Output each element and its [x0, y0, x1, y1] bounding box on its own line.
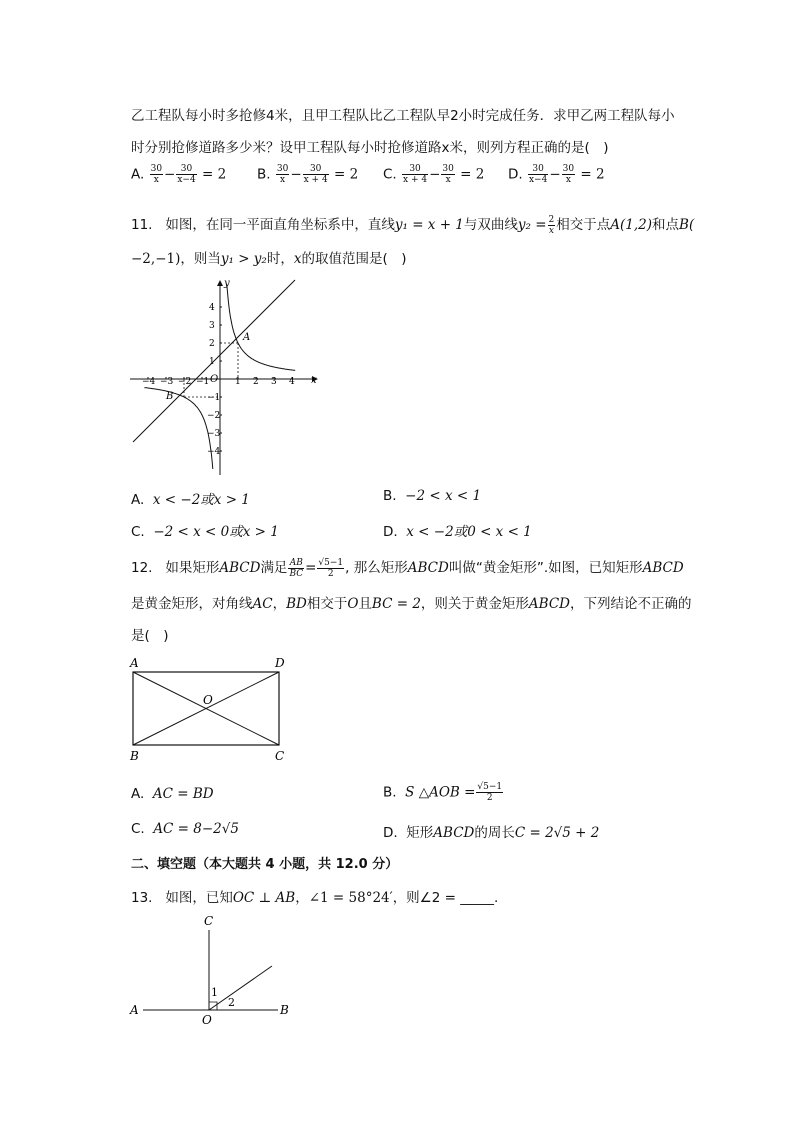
q11-coordinate-graph [125, 275, 325, 480]
svg-text:3: 3 [271, 377, 277, 387]
section-title-fill-in: 二、填空题（本大题共 4 小题，共 12.0 分） [131, 857, 399, 872]
vertex-c-label: C [275, 749, 285, 763]
vertex-a-label: A [130, 656, 139, 670]
q11-option-b[interactable]: B. −2 < x < 1 [383, 488, 482, 504]
svg-text:2: 2 [253, 377, 259, 387]
q12-line1: 12. 如果矩形ABCD满足 $\frac{AB}{BC}$ = $\frac{√5-1}{2}$ , 那么矩形ABCD叫做“黄金矩形”.如图，已知矩形ABCD [131, 557, 684, 579]
hyperbola-branch-1 [227, 284, 295, 370]
vertex-b-label: B [130, 749, 139, 763]
q13-angle-figure [125, 912, 300, 1027]
svg-text:−1: −1 [207, 393, 221, 403]
point-a-label: A [130, 1003, 139, 1017]
q12-option-a[interactable]: A. AC = BD [131, 786, 214, 802]
q13-line1: 13. 如图，已知OC ⊥ AB，∠1 = 58°24′，则∠2 = _____. [131, 890, 499, 906]
q12-option-d[interactable]: D. 矩形ABCD的周长C = 2√5 + 2 [383, 825, 600, 841]
oblique-ray [209, 966, 272, 1010]
q10-line2: 时分别抢修道路多少米？设甲工程队每小时抢修道路x米，则列方程正确的是( ) [131, 140, 609, 156]
svg-text:1: 1 [235, 377, 241, 387]
q13-number: 13. [131, 890, 153, 906]
point-c-label: C [204, 914, 214, 928]
q12-option-c[interactable]: C. AC = 8−2√5 [131, 821, 239, 837]
q12-number: 12. [131, 560, 153, 576]
center-o-label: O [203, 693, 213, 707]
q11-line1: 11. 如图，在同一平面直角坐标系中，直线y₁ = x + 1与双曲线y₂ = $\frac{2}{x}$ 相交于点A(1,2)和点B( [131, 214, 695, 236]
point-b-label: B [166, 391, 174, 402]
svg-text:−3: −3 [160, 377, 174, 387]
svg-text:−4: −4 [142, 377, 156, 387]
point-o-label: O [202, 1013, 212, 1027]
point-b-label: B [280, 1003, 289, 1017]
svg-text:−2: −2 [207, 411, 221, 421]
angle-1-label: 1 [211, 986, 218, 999]
svg-text:−3: −3 [207, 429, 221, 439]
vertex-d-label: D [275, 656, 285, 670]
origin-label: O [210, 374, 219, 385]
svg-text:1: 1 [209, 357, 215, 367]
svg-text:2: 2 [209, 339, 215, 349]
q11-number: 11. [131, 217, 153, 233]
svg-text:4: 4 [209, 303, 215, 313]
svg-text:−1: −1 [196, 377, 210, 387]
svg-text:3: 3 [209, 321, 215, 331]
x-axis-label: x [311, 375, 317, 386]
q12-rectangle-figure [125, 652, 295, 767]
svg-text:4: 4 [289, 377, 295, 387]
q12-option-b[interactable]: B. S △AOB = $\frac{√5-1}{2}$ [383, 782, 503, 803]
q10-line1: 乙工程队每小时多抢修4米，且甲工程队比乙工程队早2小时完成任务．求甲乙两工程队每小 [131, 108, 675, 124]
q11-option-a[interactable]: A. x < −2或x > 1 [131, 492, 250, 508]
q10-option-b[interactable]: B. $\frac{30}{x}$ − $\frac{30}{x + 4}$ = 2 [257, 164, 359, 185]
point-a-label: A [243, 332, 251, 343]
q11-option-d[interactable]: D. x < −2或0 < x < 1 [383, 524, 532, 540]
hyperbola-branch-2 [144, 388, 212, 469]
angle-2-label: 2 [228, 996, 235, 1009]
q10-option-c[interactable]: C. $\frac{30}{x + 4}$ − $\frac{30}{x}$ = 2 [383, 164, 485, 185]
q11-line2: −2,−1)，则当y₁ > y₂时，x的取值范围是( ) [131, 251, 407, 267]
svg-text:−4: −4 [207, 447, 221, 457]
q11-option-c[interactable]: C. −2 < x < 0或x > 1 [131, 524, 279, 540]
q12-line2: 是黄金矩形，对角线AC，BD相交于O且BC = 2，则关于黄金矩形ABCD，下列结论不正确的 [131, 596, 692, 612]
y-axis-label: y [224, 278, 230, 289]
q10-option-a[interactable]: A. $\frac{30}{x}$ − $\frac{30}{x-4}$ = 2 [131, 164, 227, 185]
q10-option-d[interactable]: D. $\frac{30}{x-4}$ − $\frac{30}{x}$ = 2 [508, 164, 605, 185]
svg-text:−2: −2 [178, 377, 192, 387]
q12-line3: 是( ) [131, 628, 169, 644]
